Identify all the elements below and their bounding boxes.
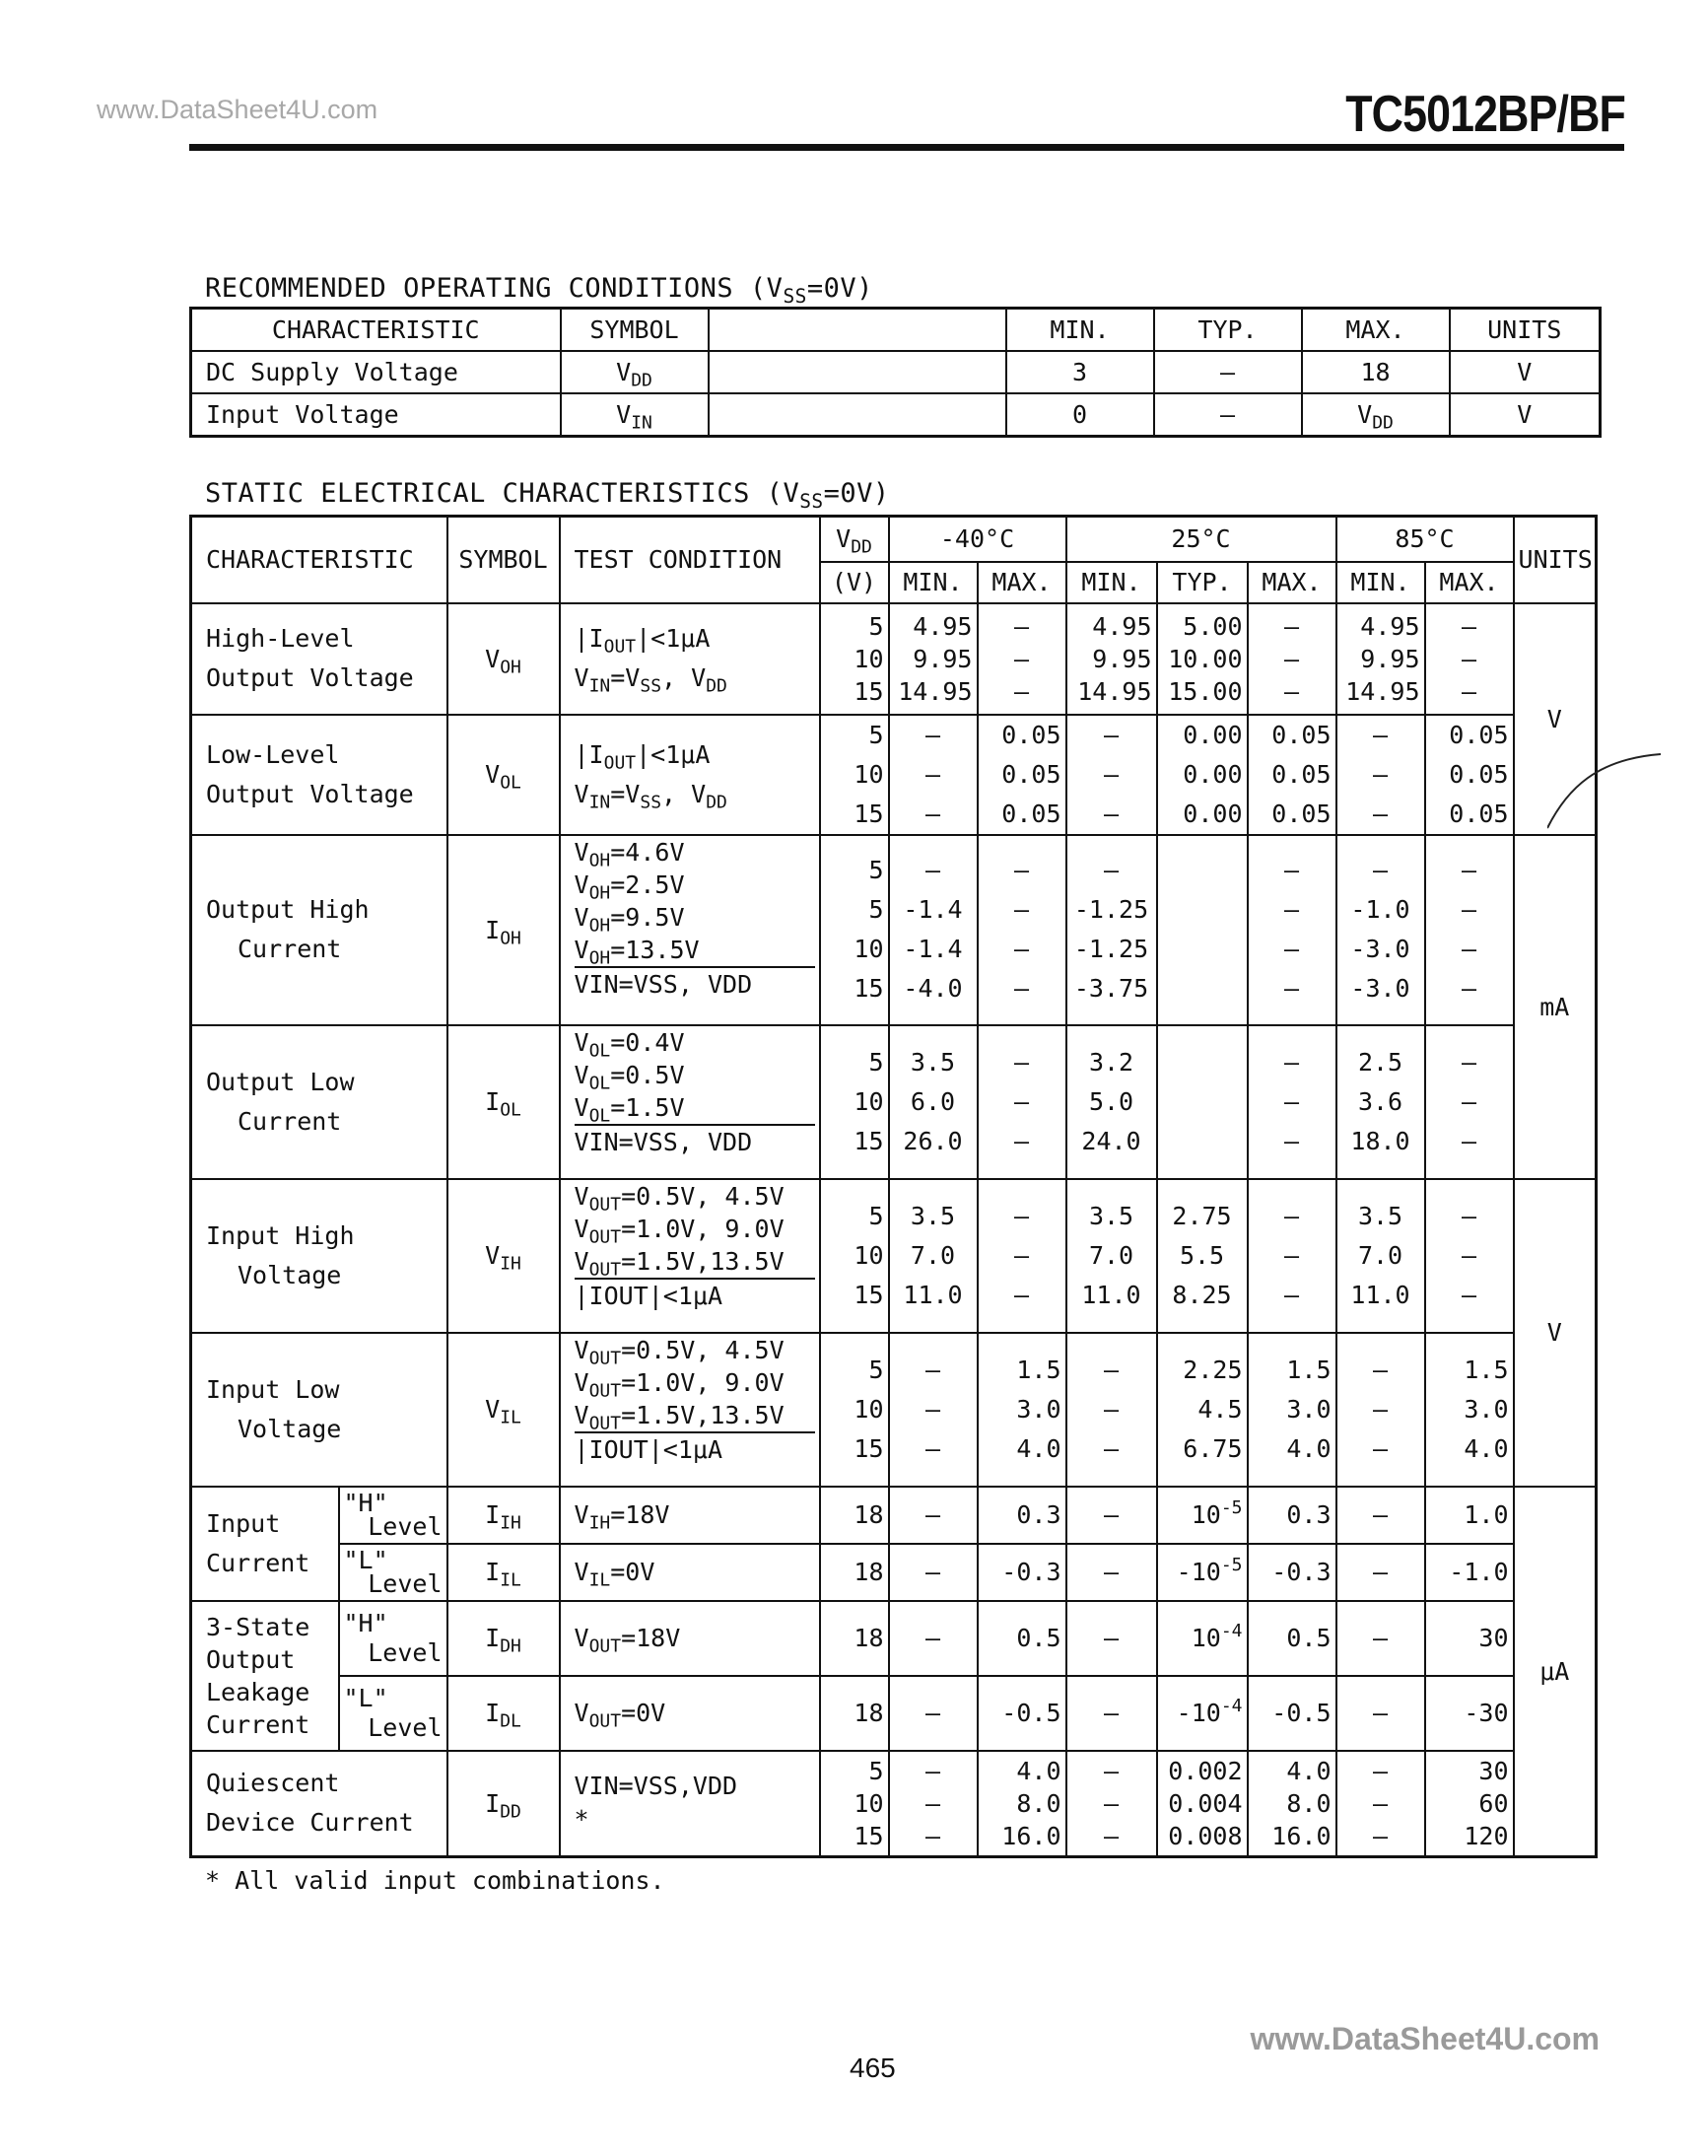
roc-typ: – bbox=[1154, 351, 1302, 393]
vol-vdd: 5 10 15 bbox=[820, 715, 889, 835]
roc-char: Input Voltage bbox=[191, 393, 561, 437]
vil-vdd: 5 10 15 bbox=[820, 1333, 889, 1487]
iil-25-typ: $-10^{-5}$ bbox=[1157, 1544, 1248, 1601]
idl-85-min: – bbox=[1336, 1676, 1425, 1751]
iol-85-min: 2.5 3.6 18.0 bbox=[1336, 1025, 1425, 1179]
ioh-condition: $V_{OH}=4.6V$ $V_{OH}=2.5V$ $V_{OH}=9.5V$ $V_{OH}=13.5V$ VIN=VSS, VDD bbox=[560, 835, 820, 1025]
iih-m40-min: – bbox=[889, 1487, 978, 1544]
ioh-symbol: $I_{OH}$ bbox=[447, 835, 560, 1025]
voh-symbol: $V_{OH}$ bbox=[447, 603, 560, 715]
iol-25-typ bbox=[1157, 1025, 1248, 1179]
iol-characteristic: Output Low Current bbox=[191, 1025, 447, 1179]
sec-header-row-1 bbox=[191, 517, 1597, 562]
sec-header-max: MAX. bbox=[1248, 562, 1336, 603]
input-current-characteristic: Input Current bbox=[191, 1487, 339, 1601]
table-row-voh bbox=[191, 603, 1597, 715]
unit-v-output: V bbox=[1514, 603, 1597, 835]
table-row-iil bbox=[191, 1544, 1597, 1601]
idh-85-min: – bbox=[1336, 1601, 1425, 1676]
idd-condition: VIN=VSS,VDD * bbox=[560, 1751, 820, 1857]
roc-header-typ: TYP. bbox=[1154, 309, 1302, 352]
unit-ma: mA bbox=[1514, 835, 1597, 1179]
vil-characteristic: Input Low Voltage bbox=[191, 1333, 447, 1487]
sec-header-max: MAX. bbox=[978, 562, 1066, 603]
idh-25-max: 0.5 bbox=[1248, 1601, 1336, 1676]
iih-vdd: 18 bbox=[820, 1487, 889, 1544]
vih-25-typ: 2.75 5.5 8.25 bbox=[1157, 1179, 1248, 1333]
voh-vdd: 5 10 15 bbox=[820, 603, 889, 715]
vih-m40-min: 3.5 7.0 11.0 bbox=[889, 1179, 978, 1333]
iil-25-min: – bbox=[1066, 1544, 1157, 1601]
vih-vdd: 5 10 15 bbox=[820, 1179, 889, 1333]
iih-level: "H" Level bbox=[339, 1487, 447, 1544]
sec-header-temp-25: 25°C bbox=[1066, 517, 1336, 562]
table-row-iol bbox=[191, 1025, 1597, 1179]
iil-vdd: 18 bbox=[820, 1544, 889, 1601]
iil-85-min: – bbox=[1336, 1544, 1425, 1601]
leakage-characteristic: 3-State Output Leakage Current bbox=[191, 1601, 339, 1751]
ioh-25-max: – – – – bbox=[1248, 835, 1336, 1025]
idh-m40-min: – bbox=[889, 1601, 978, 1676]
iol-85-max: – – – bbox=[1425, 1025, 1514, 1179]
roc-header-symbol: SYMBOL bbox=[561, 309, 709, 352]
ioh-85-min: – -1.0 -3.0 -3.0 bbox=[1336, 835, 1425, 1025]
sec-header-test-condition: TEST CONDITION bbox=[560, 517, 820, 603]
vil-condition: $V_{OUT}=0.5V$, 4.5V $V_{OUT}=1.0V$, 9.0V $V_{OUT}=1.5V,13.5V$ |IOUT|<1μA bbox=[560, 1333, 820, 1487]
idh-85-max: 30 bbox=[1425, 1601, 1514, 1676]
idh-condition: $V_{OUT}=18V$ bbox=[560, 1601, 820, 1676]
vol-m40-max: 0.05 0.05 0.05 bbox=[978, 715, 1066, 835]
roc-header-blank bbox=[709, 309, 1006, 352]
static-characteristics-table bbox=[189, 515, 1598, 1858]
iih-85-min: – bbox=[1336, 1487, 1425, 1544]
vol-25-typ: 0.00 0.00 0.00 bbox=[1157, 715, 1248, 835]
idd-vdd: 5 10 15 bbox=[820, 1751, 889, 1857]
idl-25-typ: $-10^{-4}$ bbox=[1157, 1676, 1248, 1751]
unit-v-input: V bbox=[1514, 1179, 1597, 1487]
roc-min: 0 bbox=[1006, 393, 1154, 437]
vih-25-min: 3.5 7.0 11.0 bbox=[1066, 1179, 1157, 1333]
idh-25-min: – bbox=[1066, 1601, 1157, 1676]
roc-symbol: $V_{IN}$ bbox=[561, 393, 709, 437]
table-row-iih bbox=[191, 1487, 1597, 1544]
sec-header-temp-85: 85°C bbox=[1336, 517, 1514, 562]
ioh-85-max: – – – – bbox=[1425, 835, 1514, 1025]
voh-condition: $|I_{OUT}|<1\mu A$ $V_{IN}=V_{SS}$, $V_{DD}$ bbox=[560, 603, 820, 715]
vil-25-typ: 2.25 4.5 6.75 bbox=[1157, 1333, 1248, 1487]
vol-25-min: – – – bbox=[1066, 715, 1157, 835]
roc-header-max: MAX. bbox=[1302, 309, 1450, 352]
iil-m40-min: – bbox=[889, 1544, 978, 1601]
roc-typ: – bbox=[1154, 393, 1302, 437]
table-row-vil bbox=[191, 1333, 1597, 1487]
vol-85-max: 0.05 0.05 0.05 bbox=[1425, 715, 1514, 835]
vil-85-max: 1.5 3.0 4.0 bbox=[1425, 1333, 1514, 1487]
iol-m40-min: 3.5 6.0 26.0 bbox=[889, 1025, 978, 1179]
sec-header-min: MIN. bbox=[1066, 562, 1157, 603]
roc-header-characteristic: CHARACTERISTIC bbox=[191, 309, 561, 352]
sec-header-characteristic: CHARACTERISTIC bbox=[191, 517, 447, 603]
vih-85-max: – – – bbox=[1425, 1179, 1514, 1333]
sec-header-typ: TYP. bbox=[1157, 562, 1248, 603]
vil-25-min: – – – bbox=[1066, 1333, 1157, 1487]
roc-table bbox=[189, 307, 1602, 438]
iol-25-min: 3.2 5.0 24.0 bbox=[1066, 1025, 1157, 1179]
vih-m40-max: – – – bbox=[978, 1179, 1066, 1333]
idd-25-typ: 0.002 0.004 0.008 bbox=[1157, 1751, 1248, 1857]
vol-m40-min: – – – bbox=[889, 715, 978, 835]
iol-symbol: $I_{OL}$ bbox=[447, 1025, 560, 1179]
roc-section-title: RECOMMENDED OPERATING CONDITIONS $(V_{SS}=0V)$ bbox=[205, 273, 873, 308]
roc-header-min: MIN. bbox=[1006, 309, 1154, 352]
voh-25-typ: 5.00 10.00 15.00 bbox=[1157, 603, 1248, 715]
iih-symbol: $I_{IH}$ bbox=[447, 1487, 560, 1544]
roc-symbol: $V_{DD}$ bbox=[561, 351, 709, 393]
roc-max: 18 bbox=[1302, 351, 1450, 393]
iil-25-max: -0.3 bbox=[1248, 1544, 1336, 1601]
idl-m40-max: -0.5 bbox=[978, 1676, 1066, 1751]
voh-characteristic: High-Level Output Voltage bbox=[191, 603, 447, 715]
idh-level: "H" Level bbox=[339, 1601, 447, 1676]
iih-85-max: 1.0 bbox=[1425, 1487, 1514, 1544]
table-row-vih bbox=[191, 1179, 1597, 1333]
iih-condition: $V_{IH}=18V$ bbox=[560, 1487, 820, 1544]
idl-condition: $V_{OUT}=0V$ bbox=[560, 1676, 820, 1751]
iih-25-max: 0.3 bbox=[1248, 1487, 1336, 1544]
vol-condition: $|I_{OUT}|<1\mu A$ $V_{IN}=V_{SS}$, $V_{DD}$ bbox=[560, 715, 820, 835]
page-number: 465 bbox=[850, 2052, 896, 2083]
footnote: * All valid input combinations. bbox=[205, 1866, 665, 1895]
table-row bbox=[191, 351, 1601, 393]
idd-85-min: – – – bbox=[1336, 1751, 1425, 1857]
vih-85-min: 3.5 7.0 11.0 bbox=[1336, 1179, 1425, 1333]
vil-m40-max: 1.5 3.0 4.0 bbox=[978, 1333, 1066, 1487]
table-row-idh bbox=[191, 1601, 1597, 1676]
voh-85-max: – – – bbox=[1425, 603, 1514, 715]
vol-85-min: – – – bbox=[1336, 715, 1425, 835]
idd-characteristic: Quiescent Device Current bbox=[191, 1751, 447, 1857]
voh-85-min: 4.95 9.95 14.95 bbox=[1336, 603, 1425, 715]
header-rule bbox=[189, 144, 1624, 151]
unit-ua: μA bbox=[1514, 1487, 1597, 1857]
vil-25-max: 1.5 3.0 4.0 bbox=[1248, 1333, 1336, 1487]
iil-level: "L" Level bbox=[339, 1544, 447, 1601]
sec-header-min: MIN. bbox=[1336, 562, 1425, 603]
ioh-25-min: – -1.25 -1.25 -3.75 bbox=[1066, 835, 1157, 1025]
roc-max: $V_{DD}$ bbox=[1302, 393, 1450, 437]
vol-symbol: $V_{OL}$ bbox=[447, 715, 560, 835]
vil-m40-min: – – – bbox=[889, 1333, 978, 1487]
voh-25-max: – – – bbox=[1248, 603, 1336, 715]
vil-symbol: $V_{IL}$ bbox=[447, 1333, 560, 1487]
roc-header-row bbox=[191, 309, 1601, 352]
vih-condition: $V_{OUT}=0.5V$, 4.5V $V_{OUT}=1.0V$, 9.0V $V_{OUT}=1.5V,13.5V$ |IOUT|<1μA bbox=[560, 1179, 820, 1333]
sec-header-symbol: SYMBOL bbox=[447, 517, 560, 603]
iol-condition: $V_{OL}=0.4V$ $V_{OL}=0.5V$ $V_{OL}=1.5V$ VIN=VSS, VDD bbox=[560, 1025, 820, 1179]
roc-blank bbox=[709, 351, 1006, 393]
roc-char: DC Supply Voltage bbox=[191, 351, 561, 393]
idh-m40-max: 0.5 bbox=[978, 1601, 1066, 1676]
idd-symbol: $I_{DD}$ bbox=[447, 1751, 560, 1857]
idl-symbol: $I_{DL}$ bbox=[447, 1676, 560, 1751]
iih-m40-max: 0.3 bbox=[978, 1487, 1066, 1544]
iil-symbol: $I_{IL}$ bbox=[447, 1544, 560, 1601]
idl-25-max: -0.5 bbox=[1248, 1676, 1336, 1751]
sec-header-vdd-unit: (V) bbox=[820, 562, 889, 603]
iih-25-typ: $10^{-5}$ bbox=[1157, 1487, 1248, 1544]
ioh-m40-min: – -1.4 -1.4 -4.0 bbox=[889, 835, 978, 1025]
iih-25-min: – bbox=[1066, 1487, 1157, 1544]
sec-section-title: STATIC ELECTRICAL CHARACTERISTICS $(V_{SS}=0V)$ bbox=[205, 478, 890, 513]
idd-25-min: – – – bbox=[1066, 1751, 1157, 1857]
idd-m40-min: – – – bbox=[889, 1751, 978, 1857]
voh-25-min: 4.95 9.95 14.95 bbox=[1066, 603, 1157, 715]
roc-unit: V bbox=[1450, 393, 1601, 437]
roc-header-units: UNITS bbox=[1450, 309, 1601, 352]
sec-header-max: MAX. bbox=[1425, 562, 1514, 603]
vol-characteristic: Low-Level Output Voltage bbox=[191, 715, 447, 835]
idl-25-min: – bbox=[1066, 1676, 1157, 1751]
sec-header-temp-minus40: -40°C bbox=[889, 517, 1066, 562]
iol-25-max: – – – bbox=[1248, 1025, 1336, 1179]
vih-characteristic: Input High Voltage bbox=[191, 1179, 447, 1333]
table-row-idl bbox=[191, 1676, 1597, 1751]
idd-25-max: 4.0 8.0 16.0 bbox=[1248, 1751, 1336, 1857]
voh-m40-min: 4.95 9.95 14.95 bbox=[889, 603, 978, 715]
sec-header-units: UNITS bbox=[1514, 517, 1597, 603]
pen-mark bbox=[1547, 749, 1666, 838]
iil-condition: $V_{IL}=0V$ bbox=[560, 1544, 820, 1601]
idh-symbol: $I_{DH}$ bbox=[447, 1601, 560, 1676]
roc-min: 3 bbox=[1006, 351, 1154, 393]
table-row-ioh bbox=[191, 835, 1597, 1025]
idl-85-max: -30 bbox=[1425, 1676, 1514, 1751]
part-number-title: TC5012BP/BF bbox=[1345, 86, 1625, 143]
ioh-characteristic: Output High Current bbox=[191, 835, 447, 1025]
vih-25-max: – – – bbox=[1248, 1179, 1336, 1333]
watermark-bottom[interactable]: www.DataSheet4U.com bbox=[1250, 2021, 1600, 2056]
table-row bbox=[191, 393, 1601, 437]
vih-symbol: $V_{IH}$ bbox=[447, 1179, 560, 1333]
iol-vdd: 5 10 15 bbox=[820, 1025, 889, 1179]
idd-m40-max: 4.0 8.0 16.0 bbox=[978, 1751, 1066, 1857]
watermark-top[interactable]: www.DataSheet4U.com bbox=[97, 95, 378, 124]
idl-m40-min: – bbox=[889, 1676, 978, 1751]
ioh-25-typ bbox=[1157, 835, 1248, 1025]
table-row-idd bbox=[191, 1751, 1597, 1857]
roc-unit: V bbox=[1450, 351, 1601, 393]
roc-blank bbox=[709, 393, 1006, 437]
vil-85-min: – – – bbox=[1336, 1333, 1425, 1487]
iol-m40-max: – – – bbox=[978, 1025, 1066, 1179]
ioh-m40-max: – – – – bbox=[978, 835, 1066, 1025]
idl-level: "L" Level bbox=[339, 1676, 447, 1751]
sec-header-min: MIN. bbox=[889, 562, 978, 603]
idh-25-typ: $10^{-4}$ bbox=[1157, 1601, 1248, 1676]
idd-85-max: 30 60 120 bbox=[1425, 1751, 1514, 1857]
sec-header-vdd: $V_{DD}$ bbox=[820, 517, 889, 562]
iil-m40-max: -0.3 bbox=[978, 1544, 1066, 1601]
table-row-vol bbox=[191, 715, 1597, 835]
idl-vdd: 18 bbox=[820, 1676, 889, 1751]
ioh-vdd: 5 5 10 15 bbox=[820, 835, 889, 1025]
vol-25-max: 0.05 0.05 0.05 bbox=[1248, 715, 1336, 835]
iil-85-max: -1.0 bbox=[1425, 1544, 1514, 1601]
voh-m40-max: – – – bbox=[978, 603, 1066, 715]
idh-vdd: 18 bbox=[820, 1601, 889, 1676]
